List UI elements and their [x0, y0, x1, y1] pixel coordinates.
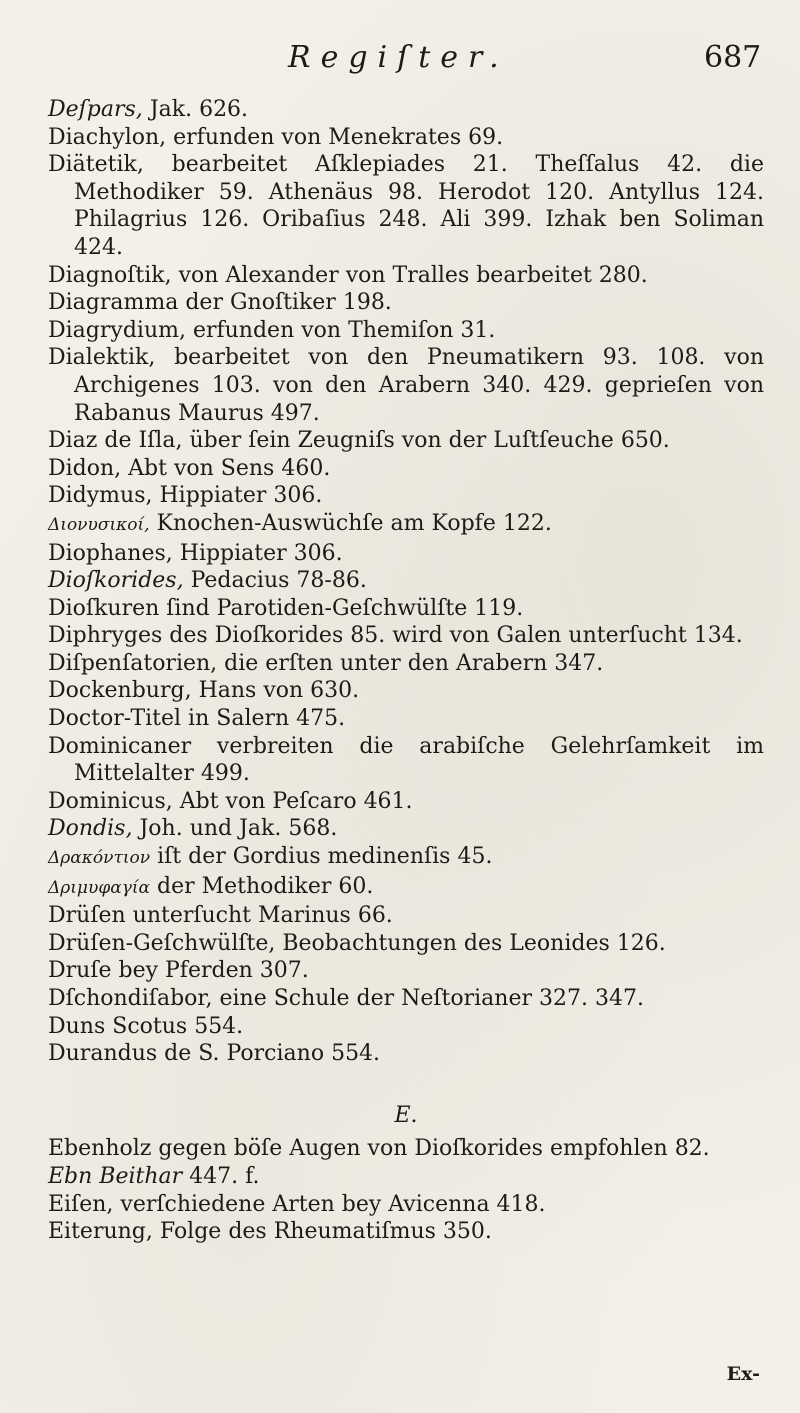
index-entry	[48, 96, 764, 124]
entry-text: Knochen-Auswüchſe am Kopfe 122.	[156, 510, 552, 536]
entry-text: Didymus, Hippiater 306.	[48, 483, 323, 509]
entry-headword: Dondis,	[48, 816, 133, 842]
entry-text: Dialektik, bearbeitet von den Pneumatikern 93. 108. von Archigenes 103. von den Arabern 340. 429. geprieſen von Rabanus Maurus 497.	[48, 345, 764, 426]
index-entry	[48, 930, 764, 958]
entry-headword: Διονυσικοί,	[48, 514, 150, 535]
entry-text: 447. f.	[189, 1163, 260, 1189]
catchword: Ex-	[726, 1363, 760, 1385]
index-entry	[48, 124, 764, 152]
index-entry	[48, 957, 764, 985]
entry-text: Didon, Abt von Sens 460.	[48, 455, 331, 481]
entry-headword: Δριμυφαγία	[48, 877, 151, 898]
entry-text: Diagrydium, erfunden von Themiſon 31.	[48, 317, 496, 343]
entry-text: iſt der Gordius medinenſis 45.	[157, 844, 493, 870]
entry-text: Ebenholz gegen böſe Augen von Dioſkorides empfohlen 82.	[48, 1136, 710, 1162]
entry-text: Drüſen-Geſchwülſte, Beobachtungen des Leonides 126.	[48, 930, 666, 956]
index-entry	[48, 344, 764, 427]
entry-text: Diſpenſatorien, die erſten unter den Arabern 347.	[48, 650, 604, 676]
index-entry	[48, 902, 764, 930]
entry-text: Dioſkuren ſind Parotiden-Geſchwülſte 119.	[48, 595, 524, 621]
entry-text: Jak. 626.	[149, 97, 249, 122]
entry-text: Diaz de Iſla, über ſein Zeugniſs von der Luſtſeuche 650.	[48, 428, 670, 454]
entry-text: Diphryges des Dioſkorides 85. wird von Galen unterſucht 134.	[48, 623, 743, 649]
index-entry	[48, 815, 764, 843]
index-entry	[48, 482, 764, 510]
register-entries	[48, 96, 764, 1246]
index-entry	[48, 427, 764, 455]
entry-headword: Δρακόντιον	[48, 848, 151, 869]
index-entry	[48, 1135, 764, 1163]
entry-text: Dockenburg, Hans von 630.	[48, 678, 360, 704]
page-number: 687	[704, 40, 762, 75]
entry-text: Diachylon, erfunden von Menekrates 69.	[48, 124, 504, 150]
entry-text: Dſchondiſabor, eine Schule der Neſtorianer 327. 347.	[48, 986, 644, 1011]
entry-text: Diätetik, bearbeitet Aſklepiades 21. Theſſalus 42. die Methodiker 59. Athenäus 98. Herodot 120. Antyllus 124. Philagrius 126. Oribaſius 248. Ali 399. Izhak ben Soliman 424.	[48, 152, 764, 260]
entry-text: Drüſen unterſucht Marinus 66.	[48, 903, 393, 929]
entry-text: Dominicaner verbreiten die arabiſche Gelehrſamkeit im Mittelalter 499.	[48, 733, 764, 787]
index-entry	[48, 289, 764, 317]
entry-text: Diophanes, Hippiater 306.	[48, 540, 343, 566]
index-entry	[48, 843, 764, 873]
entry-text: Diagramma der Gnoſtiker 198.	[48, 290, 392, 316]
index-entry	[48, 567, 764, 595]
entry-headword: Dioſkorides,	[48, 568, 184, 594]
page-header	[0, 38, 800, 88]
section-d-list	[48, 96, 764, 1068]
entry-text: der Methodiker 60.	[157, 873, 374, 899]
index-entry	[48, 1218, 764, 1246]
entry-text: Doctor-Titel in Salern 475.	[48, 706, 346, 732]
entry-text: Druſe bey Pferden 307.	[48, 958, 309, 984]
index-entry	[48, 733, 764, 788]
index-entry	[48, 873, 764, 903]
index-entry	[48, 788, 764, 816]
section-e-list	[48, 1135, 764, 1245]
index-entry	[48, 540, 764, 568]
entry-text: Dominicus, Abt von Peſcaro 461.	[48, 788, 413, 814]
index-entry	[48, 650, 764, 678]
entry-headword: Deſpars,	[48, 97, 143, 122]
index-entry	[48, 262, 764, 290]
entry-text: Eiſen, verſchiedene Arten bey Avicenna 418.	[48, 1191, 546, 1217]
index-entry	[48, 510, 764, 540]
index-entry	[48, 1191, 764, 1219]
index-entry	[48, 151, 764, 261]
entry-text: Pedacius 78-86.	[190, 568, 367, 594]
running-title: Regiſter.	[288, 40, 509, 75]
index-entry	[48, 1040, 764, 1068]
index-entry	[48, 622, 764, 650]
entry-text: Durandus de S. Porciano 554.	[48, 1041, 381, 1067]
entry-headword: Ebn Beithar	[48, 1163, 183, 1189]
index-entry	[48, 317, 764, 345]
index-entry	[48, 705, 764, 733]
index-entry	[48, 455, 764, 483]
index-entry	[48, 985, 764, 1013]
index-entry	[48, 1013, 764, 1041]
entry-text: Eiterung, Folge des Rheumatiſmus 350.	[48, 1219, 492, 1245]
entry-text: Duns Scotus 554.	[48, 1013, 244, 1039]
entry-text: Diagnoſtik, von Alexander von Tralles bearbeitet 280.	[48, 262, 648, 288]
index-entry	[48, 1163, 764, 1191]
index-entry	[48, 677, 764, 705]
section-letter-e: E.	[394, 1102, 418, 1128]
index-entry	[48, 595, 764, 623]
entry-text: Joh. und Jak. 568.	[139, 816, 338, 842]
